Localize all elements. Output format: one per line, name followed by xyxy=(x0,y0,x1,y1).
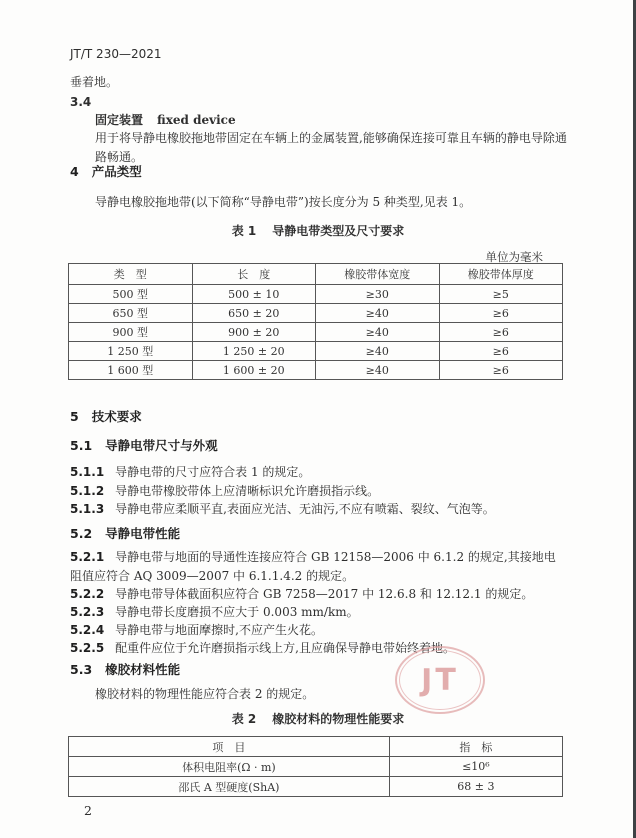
table1-row xyxy=(69,342,563,361)
table1-cell: 1 600 型 xyxy=(69,361,193,380)
table1-cell: 900 型 xyxy=(69,323,193,342)
clause-523-number: 5.2.3 xyxy=(70,605,105,619)
table1-caption: 导静电带类型及尺寸要求 xyxy=(272,224,405,238)
table1-cell: 500 型 xyxy=(69,285,193,304)
clause-522-text: 导静电带导体截面积应符合 GB 7258—2017 中 12.6.8 和 12.12.1 的规定。 xyxy=(115,587,534,601)
table1-cell: 650 型 xyxy=(69,304,193,323)
table1-header-cell: 橡胶带体厚度 xyxy=(439,264,563,285)
table1-cell: ≥6 xyxy=(439,304,563,323)
section5-heading xyxy=(70,407,142,426)
table2-cell: ≤10⁶ xyxy=(389,757,562,777)
clause-524-number: 5.2.4 xyxy=(70,623,105,637)
running-header: JT/T 230—2021 xyxy=(70,47,162,61)
section4-heading xyxy=(70,162,142,181)
table1-cell: ≥6 xyxy=(439,342,563,361)
table1-cell: ≥30 xyxy=(316,285,440,304)
clause-521 xyxy=(70,548,567,585)
section53-number: 5.3 xyxy=(70,662,93,677)
table1 xyxy=(68,263,563,380)
table2-row xyxy=(69,757,563,777)
clause-521-text: 导静电带与地面的导通性连接应符合 GB 12158—2006 中 6.1.2 的规定,其接地电阻值应符合 AQ 3009—2007 中 6.1.1.4.2 的规定。 xyxy=(70,550,556,583)
section52-number: 5.2 xyxy=(70,526,93,541)
table1-cell: ≥40 xyxy=(316,304,440,323)
clause-523 xyxy=(70,603,567,622)
section5-title: 技术要求 xyxy=(91,409,142,424)
table2-caption: 橡胶材料的物理性能要求 xyxy=(272,712,405,726)
term-title-zh: 固定装置 xyxy=(95,113,144,127)
clause-525-number: 5.2.5 xyxy=(70,641,105,655)
section53-heading xyxy=(70,660,180,679)
table2-header-row xyxy=(69,737,563,757)
clause-524 xyxy=(70,621,567,640)
table1-row xyxy=(69,323,563,342)
term-number: 3.4 xyxy=(70,95,92,109)
section51-number: 5.1 xyxy=(70,438,93,453)
table1-header-cell: 长 度 xyxy=(192,264,316,285)
table1-header-cell: 橡胶带体宽度 xyxy=(316,264,440,285)
clause-512-number: 5.1.2 xyxy=(70,484,105,498)
table2-label: 表 2 xyxy=(231,712,257,726)
section51-heading xyxy=(70,436,218,455)
table2-cell: 体积电阻率(Ω · m) xyxy=(69,757,390,777)
table1-cell: ≥6 xyxy=(439,323,563,342)
clause-522-number: 5.2.2 xyxy=(70,587,105,601)
table1-row xyxy=(69,361,563,380)
page-number: 2 xyxy=(84,803,92,818)
table1-unit-note: 单位为毫米 xyxy=(485,250,543,264)
table1-row xyxy=(69,304,563,323)
section4-paragraph: 导静电橡胶拖地带(以下简称“导静电带”)按长度分为 5 种类型,见表 1。 xyxy=(95,195,472,209)
table1-cell: ≥5 xyxy=(439,285,563,304)
clause-511-text: 导静电带的尺寸应符合表 1 的规定。 xyxy=(115,465,311,479)
table1-cell: 650 ± 20 xyxy=(192,304,316,323)
table1-cell: 1 250 ± 20 xyxy=(192,342,316,361)
table1-cell: 900 ± 20 xyxy=(192,323,316,342)
stamp-text: JT xyxy=(421,662,459,698)
table1-header-row xyxy=(69,264,563,285)
section5-number: 5 xyxy=(70,409,79,424)
table2-cell: 邵氏 A 型硬度(ShA) xyxy=(69,777,390,797)
section53-title: 橡胶材料性能 xyxy=(105,662,181,677)
table1-cell: ≥40 xyxy=(316,361,440,380)
table1-header-cell: 类 型 xyxy=(69,264,193,285)
clause-525-text: 配重件应位于允许磨损指示线上方,且应确保导静电带始终着地。 xyxy=(115,641,455,655)
clause-512-text: 导静电带橡胶带体上应清晰标识允许磨损指示线。 xyxy=(115,484,380,498)
clause-511 xyxy=(70,463,567,482)
table2-title xyxy=(0,710,636,729)
term-title-en: fixed device xyxy=(157,113,236,127)
clause-513 xyxy=(70,500,567,519)
table2-header-cell: 项 目 xyxy=(69,737,390,757)
section4-title: 产品类型 xyxy=(91,164,142,179)
clause-524-text: 导静电带与地面摩擦时,不应产生火花。 xyxy=(115,623,323,637)
table1-cell: ≥40 xyxy=(316,323,440,342)
clause-513-text: 导静电带应柔顺平直,表面应光洁、无油污,不应有喷霜、裂纹、气泡等。 xyxy=(115,502,495,516)
section53-paragraph: 橡胶材料的物理性能应符合表 2 的规定。 xyxy=(95,687,315,701)
clause-511-number: 5.1.1 xyxy=(70,465,105,479)
table2-header-cell: 指 标 xyxy=(389,737,562,757)
table1-title xyxy=(0,222,636,241)
table1-cell: ≥6 xyxy=(439,361,563,380)
table1-cell: 500 ± 10 xyxy=(192,285,316,304)
clause-525 xyxy=(70,639,567,658)
clause-513-number: 5.1.3 xyxy=(70,502,105,516)
section4-number: 4 xyxy=(70,164,79,179)
table2-row xyxy=(69,777,563,797)
section51-title: 导静电带尺寸与外观 xyxy=(105,438,218,453)
table2-cell: 68 ± 3 xyxy=(389,777,562,797)
clause-512 xyxy=(70,482,567,501)
term-title xyxy=(95,111,236,130)
section52-heading xyxy=(70,524,180,543)
carryover-text: 垂着地。 xyxy=(70,75,119,89)
table1-cell: 1 250 型 xyxy=(69,342,193,361)
table2 xyxy=(68,736,563,797)
clause-523-text: 导静电带长度磨损不应大于 0.003 mm/km。 xyxy=(115,605,359,619)
section52-title: 导静电带性能 xyxy=(105,526,181,541)
term-definition: 用于将导静电橡胶拖地带固定在车辆上的金属装置,能够确保连接可靠且车辆的静电导除通路畅通。 xyxy=(95,131,567,164)
table1-row xyxy=(69,285,563,304)
clause-522 xyxy=(70,585,567,604)
table1-cell: 1 600 ± 20 xyxy=(192,361,316,380)
clause-521-number: 5.2.1 xyxy=(70,550,105,564)
table1-label: 表 1 xyxy=(231,224,257,238)
table1-cell: ≥40 xyxy=(316,342,440,361)
